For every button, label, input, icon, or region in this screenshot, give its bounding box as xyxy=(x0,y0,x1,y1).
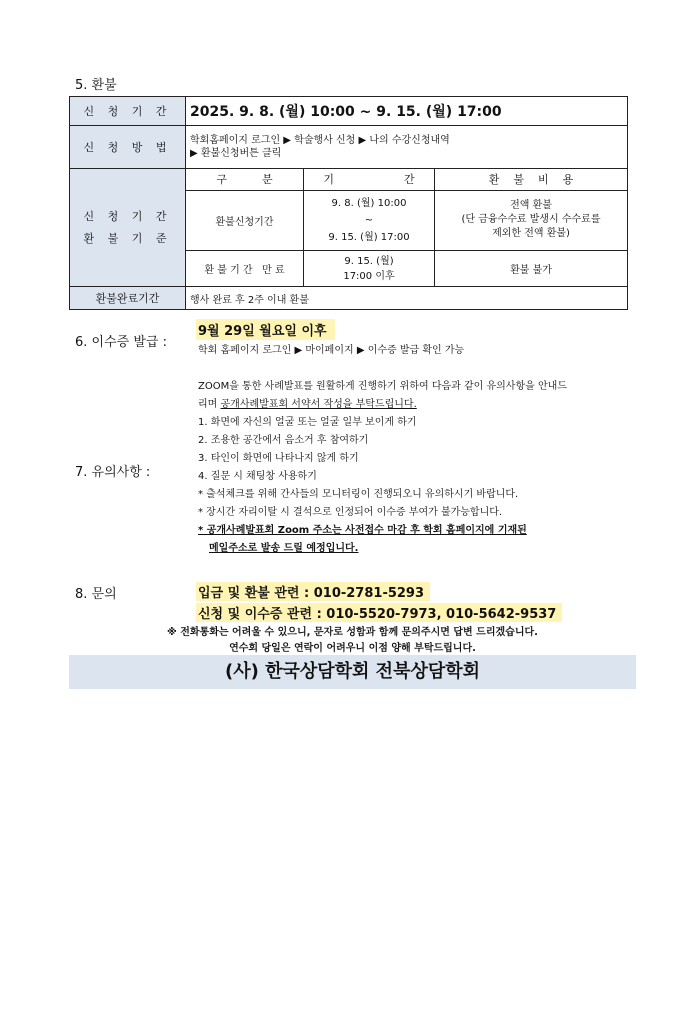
method-value xyxy=(186,125,628,168)
notice-item-1: 1. 화면에 자신의 얼굴 또는 얼굴 일부 보이게 하기 xyxy=(198,417,417,428)
notice-body xyxy=(198,378,630,558)
criteria-label-2: 환 불 기 준 xyxy=(83,231,172,245)
row1-fee-note-1: (단 금융수수료 발생시 수수료를 xyxy=(461,214,601,226)
criteria-label xyxy=(70,168,186,287)
notice-bullet-2: * 장시간 자리이탈 시 결석으로 인정되어 이수증 부여가 불가능합니다. xyxy=(198,507,503,518)
period-value: 2025. 9. 8. (월) 10:00 ~ 9. 15. (월) 17:00 xyxy=(186,97,628,126)
period-label: 신 청 기 간 xyxy=(70,97,186,126)
row2-period-date: 9. 15. (월) xyxy=(344,255,394,267)
notice-bullet-3a: * 공개사례발표회 Zoom 주소는 사전접수 마감 후 학회 홈페이지에 기재된 xyxy=(198,525,527,536)
notice-intro-2a: 리며 xyxy=(198,399,221,410)
notice-item-2: 2. 조용한 공간에서 음소거 후 참여하기 xyxy=(198,435,369,446)
col-fee: 환 불 비 용 xyxy=(435,168,628,191)
criteria-label-1: 신 청 기 간 xyxy=(83,209,172,223)
col-period: 기 간 xyxy=(304,168,435,191)
row1-period-end: 9. 15. (월) 17:00 xyxy=(328,231,410,243)
method-line-1: 학회홈페이지 로그인 ▶ 학술행사 신청 ▶ 나의 수강신청내역 xyxy=(190,134,450,146)
method-label: 신 청 방 법 xyxy=(70,125,186,168)
contact-label: 8. 문의 xyxy=(75,587,117,602)
notice-bullet-1: * 출석체크를 위해 간사들의 모니터링이 진행되오니 유의하시기 바랍니다. xyxy=(198,489,519,500)
method-line-2: ▶ 환불신청버튼 클릭 xyxy=(190,147,282,159)
notice-intro-1: ZOOM을 통한 사례발표를 원활하게 진행하기 위하여 다음과 같이 유의사항을 안내드 xyxy=(198,381,567,392)
contact-note-1: ※ 전화통화는 어려울 수 있으니, 문자로 성함과 함께 문의주시면 답변 드리겠습니다. xyxy=(167,627,538,638)
notice-intro-2 xyxy=(198,396,630,414)
complete-value: 행사 완료 후 2주 이내 환불 xyxy=(186,287,628,310)
row2-period-time: 17:00 이후 xyxy=(343,270,395,282)
contact-note-2: 연수회 당일은 연락이 어려우니 이점 양해 부탁드립니다. xyxy=(229,643,476,654)
notice-label: 7. 유의사항 : xyxy=(75,465,151,480)
col-type: 구 분 xyxy=(186,168,304,191)
certificate-label: 6. 이수증 발급 : xyxy=(75,335,167,350)
notice-bullet-3b: 메일주소로 발송 드릴 예정입니다. xyxy=(209,543,359,554)
row1-period-sep: ~ xyxy=(364,214,374,226)
complete-label: 환불완료기간 xyxy=(70,287,186,310)
certificate-path: 학회 홈페이지 로그인 ▶ 마이페이지 ▶ 이수증 발급 확인 가능 xyxy=(198,345,465,356)
notice-item-3: 3. 타인이 화면에 나타나지 않게 하기 xyxy=(198,453,359,464)
notice-pledge-link: 공개사례발표회 서약서 작성을 부탁드립니다. xyxy=(220,399,417,410)
contact-line-2: 신청 및 이수증 관련 : 010-5520-7973, 010-5642-9537 xyxy=(196,603,562,622)
row2-fee: 환불 불가 xyxy=(435,250,628,287)
refund-section-title: 5. 환불 xyxy=(75,78,117,93)
row1-period-start: 9. 8. (월) 10:00 xyxy=(331,197,407,209)
row1-period xyxy=(304,191,435,250)
row1-type: 환불신청기간 xyxy=(186,191,304,250)
refund-table xyxy=(69,96,628,310)
row1-fee-note-2: 제외한 전액 환불) xyxy=(492,228,570,240)
footer-org-banner: (사) 한국상담학회 전북상담학회 xyxy=(69,655,636,689)
row1-fee xyxy=(435,191,628,250)
row2-type: 환 불 기 간 만 료 xyxy=(186,250,304,287)
row1-fee-main: 전액 환불 xyxy=(510,200,552,212)
contact-line-1: 입금 및 환불 관련 : 010-2781-5293 xyxy=(196,582,430,601)
row2-period xyxy=(304,250,435,287)
notice-item-4: 4. 질문 시 채팅창 사용하기 xyxy=(198,471,317,482)
certificate-date: 9월 29일 월요일 이후 xyxy=(196,319,335,340)
